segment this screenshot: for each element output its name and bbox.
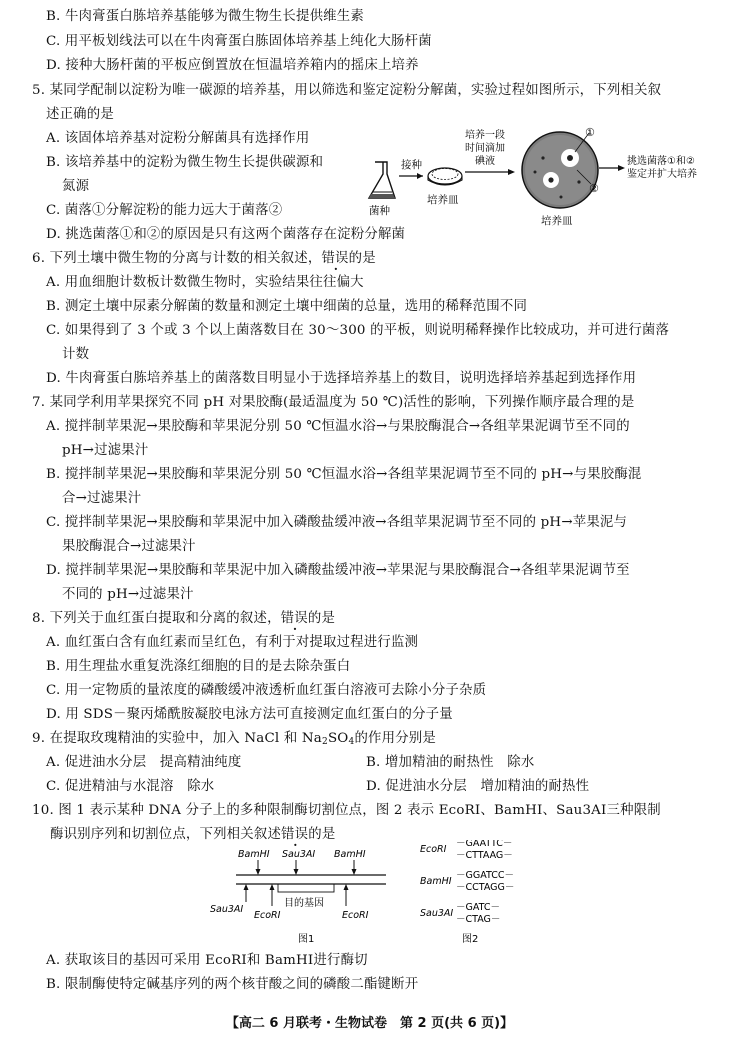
q9-sub-2: 2 <box>322 737 328 747</box>
inoculate-label: 接种 <box>401 159 422 171</box>
fig1-sau3ai-top: Sau3AⅠ <box>282 849 316 860</box>
q9-sub-4: 4 <box>348 737 355 747</box>
q10-stem-pre: 酶识别序列和切割位点，下列相关叙述 <box>50 827 282 842</box>
q10-stem-emphasis: 错误 <box>281 827 309 842</box>
result-text-2: 鉴定并扩大培养 <box>627 169 697 180</box>
arrow-text-2: 时间滴加 <box>465 143 505 154</box>
q10-stem-post: 的是 <box>308 827 336 842</box>
fig2-ecori-bottom: －CTTAAG－ <box>456 850 513 861</box>
q10-figure <box>210 840 530 950</box>
arrow-text-1: 培养一段 <box>465 130 505 141</box>
q9-stem-post: 的作用分别是 <box>354 731 436 746</box>
q5-option-b: B. 该培养基中的淀粉为微生物生长提供碳源和 <box>46 155 324 170</box>
q10-stem-line1: 10. 图 1 表示某种 DNA 分子上的多种限制酶切割位点，图 2 表示 EcoRⅠ、BamHⅠ、Sau3AⅠ三种限制 <box>32 803 661 818</box>
fig2-bamhi-top: －GGATCC－ <box>456 870 514 881</box>
q7-option-b: B. 搅拌制苹果泥→果胶酶和苹果泥分别 50 ℃恒温水浴→各组苹果泥调节至不同的 pH→与果胶酶混 <box>46 467 642 482</box>
petri-dish-2 <box>522 132 598 208</box>
dish2-label: 培养皿 <box>541 215 573 227</box>
q6-option-b: B. 测定土壤中尿素分解菌的数量和测定土壤中细菌的总量，选用的稀释范围不同 <box>46 299 528 314</box>
q8-stem-post: 的是 <box>307 611 336 626</box>
fig1-bamhi-1: BamHⅠ <box>238 849 270 860</box>
fig2-bamhi-bottom: －CCTAGG－ <box>456 882 515 893</box>
fig2-ecori-top: －GAATTC－ <box>456 840 513 849</box>
q10-option-a: A. 获取该目的基因可采用 EcoRⅠ和 BamHⅠ进行酶切 <box>46 953 368 968</box>
q8-option-d: D. 用 SDS－聚丙烯酰胺凝胶电泳方法可直接测定血红蛋白的分子量 <box>46 707 453 722</box>
q9-option-d: D. 促进油水分层 增加精油的耐热性 <box>366 779 590 794</box>
q5-figure <box>365 124 735 234</box>
q9-stem-so: SO <box>327 731 349 746</box>
result-text-1: 挑选菌落①和② <box>627 156 695 167</box>
q7-option-b-cont: 合→过滤果汁 <box>62 491 142 506</box>
q5-option-b-cont: 氮源 <box>62 179 90 194</box>
q7-option-a: A. 搅拌制苹果泥→果胶酶和苹果泥分别 50 ℃恒温水浴→与果胶酶混合→各组苹果泥调节至不同的 <box>46 419 630 434</box>
q5-stem-line1: 5. 某同学配制以淀粉为唯一碳源的培养基，用以筛选和鉴定淀粉分解菌，实验过程如图所示，下列相关叙 <box>32 83 662 98</box>
page-footer: 【高二 6 月联考・生物试卷 第 2 页(共 6 页)】 <box>225 1016 514 1031</box>
q7-stem: 7. 某同学利用苹果探究不同 pH 对果胶酶(最适温度为 50 ℃)活性的影响，下列操作顺序最合理的是 <box>32 395 635 410</box>
colony-1-mark: ① <box>585 126 595 139</box>
q9-stem-pre: 9. 在提取玫瑰精油的实验中，加入 NaCl 和 Na <box>32 731 322 746</box>
fig1-ecori-2: EcoRⅠ <box>342 910 369 921</box>
q8-option-b: B. 用生理盐水重复洗涤红细胞的目的是去除杂蛋白 <box>46 659 351 674</box>
fig2-sau3ai-bottom: －CTAG－ <box>456 914 501 925</box>
q9-option-a: A. 促进油水分层 提高精油纯度 <box>46 755 242 770</box>
fig1-gene-label: 目的基因 <box>284 898 324 909</box>
q9-stem <box>32 730 436 751</box>
dish1-label: 培养皿 <box>427 194 459 206</box>
q6-stem-emphasis: 错误 <box>321 251 349 266</box>
q7-option-c-cont: 果胶酶混合→过滤果汁 <box>62 539 196 554</box>
q6-stem <box>32 250 376 268</box>
q9-option-c: C. 促进精油与水混溶 除水 <box>46 779 215 794</box>
fig1-ecori-1: EcoRⅠ <box>254 910 281 921</box>
q7-option-a-cont: pH→过滤果汁 <box>62 443 149 458</box>
q7-option-c: C. 搅拌制苹果泥→果胶酶和苹果泥中加入磷酸盐缓冲液→各组苹果泥调节至不同的 pH→苹果泥与 <box>46 515 628 530</box>
fig2-caption: 图2 <box>462 934 479 945</box>
fig1-sau3ai-left: Sau3AⅠ <box>210 904 244 915</box>
fig1-caption: 图1 <box>298 934 315 945</box>
q5-stem-line2: 述正确的是 <box>46 107 114 122</box>
flask-icon <box>369 162 395 198</box>
q4-option-b: B. 牛肉膏蛋白胨培养基能够为微生物生长提供维生素 <box>46 9 364 24</box>
q9-option-b: B. 增加精油的耐热性 除水 <box>366 755 535 770</box>
q5-option-c: C. 菌落①分解淀粉的能力远大于菌落② <box>46 203 283 218</box>
q4-option-c: C. 用平板划线法可以在牛肉膏蛋白胨固体培养基上纯化大肠杆菌 <box>46 34 432 49</box>
fig2-sau3ai-label: Sau3AⅠ <box>420 908 454 919</box>
flask-label: 菌种 <box>369 205 390 217</box>
q7-option-d-cont: 不同的 pH→过滤果汁 <box>62 587 194 602</box>
q8-stem-emphasis: 错误 <box>280 611 308 626</box>
q6-stem-pre: 6. 下列土壤中微生物的分离与计数的相关叙述， <box>32 251 322 266</box>
q7-option-d: D. 搅拌制苹果泥→果胶酶和苹果泥中加入磷酸盐缓冲液→苹果泥与果胶酶混合→各组苹果泥调节至 <box>46 563 630 578</box>
arrow-text-3: 碘液 <box>475 156 495 167</box>
fig1-bamhi-2: BamHⅠ <box>334 849 366 860</box>
q10-option-b: B. 限制酶使特定碱基序列的两个核苷酸之间的磷酸二酯键断开 <box>46 977 419 992</box>
fig2-bamhi-label: BamHⅠ <box>420 876 452 887</box>
q4-option-d: D. 接种大肠杆菌的平板应倒置放在恒温培养箱内的摇床上培养 <box>46 58 419 73</box>
petri-dish-1 <box>428 168 462 185</box>
q8-stem-pre: 8. 下列关于血红蛋白提取和分离的叙述， <box>32 611 281 626</box>
q6-stem-post: 的是 <box>348 251 376 266</box>
q5-option-d: D. 挑选菌落①和②的原因是只有这两个菌落存在淀粉分解菌 <box>46 227 406 242</box>
fig2-ecori-label: EcoRⅠ <box>420 844 447 855</box>
q6-option-a: A. 用血细胞计数板计数微生物时，实验结果往往偏大 <box>46 275 364 290</box>
q8-option-a: A. 血红蛋白含有血红素而呈红色，有利于对提取过程进行监测 <box>46 635 419 650</box>
q5-option-a: A. 该固体培养基对淀粉分解菌具有选择作用 <box>46 131 310 146</box>
q6-option-c: C. 如果得到了 3 个或 3 个以上菌落数目在 30～300 的平板，则说明稀释操作比较成功，并可进行菌落 <box>46 323 670 338</box>
q8-option-c: C. 用一定物质的量浓度的磷酸缓冲液透析血红蛋白溶液可去除小分子杂质 <box>46 683 487 698</box>
q6-option-c-cont: 计数 <box>62 347 90 362</box>
q6-option-d: D. 牛肉膏蛋白胨培养基上的菌落数目明显小于选择培养基上的数目，说明选择培养基起到选择作用 <box>46 371 637 386</box>
fig2-sau3ai-top: －GATC－ <box>456 902 501 913</box>
colony-2-mark: ② <box>589 182 599 195</box>
q8-stem <box>32 610 335 628</box>
